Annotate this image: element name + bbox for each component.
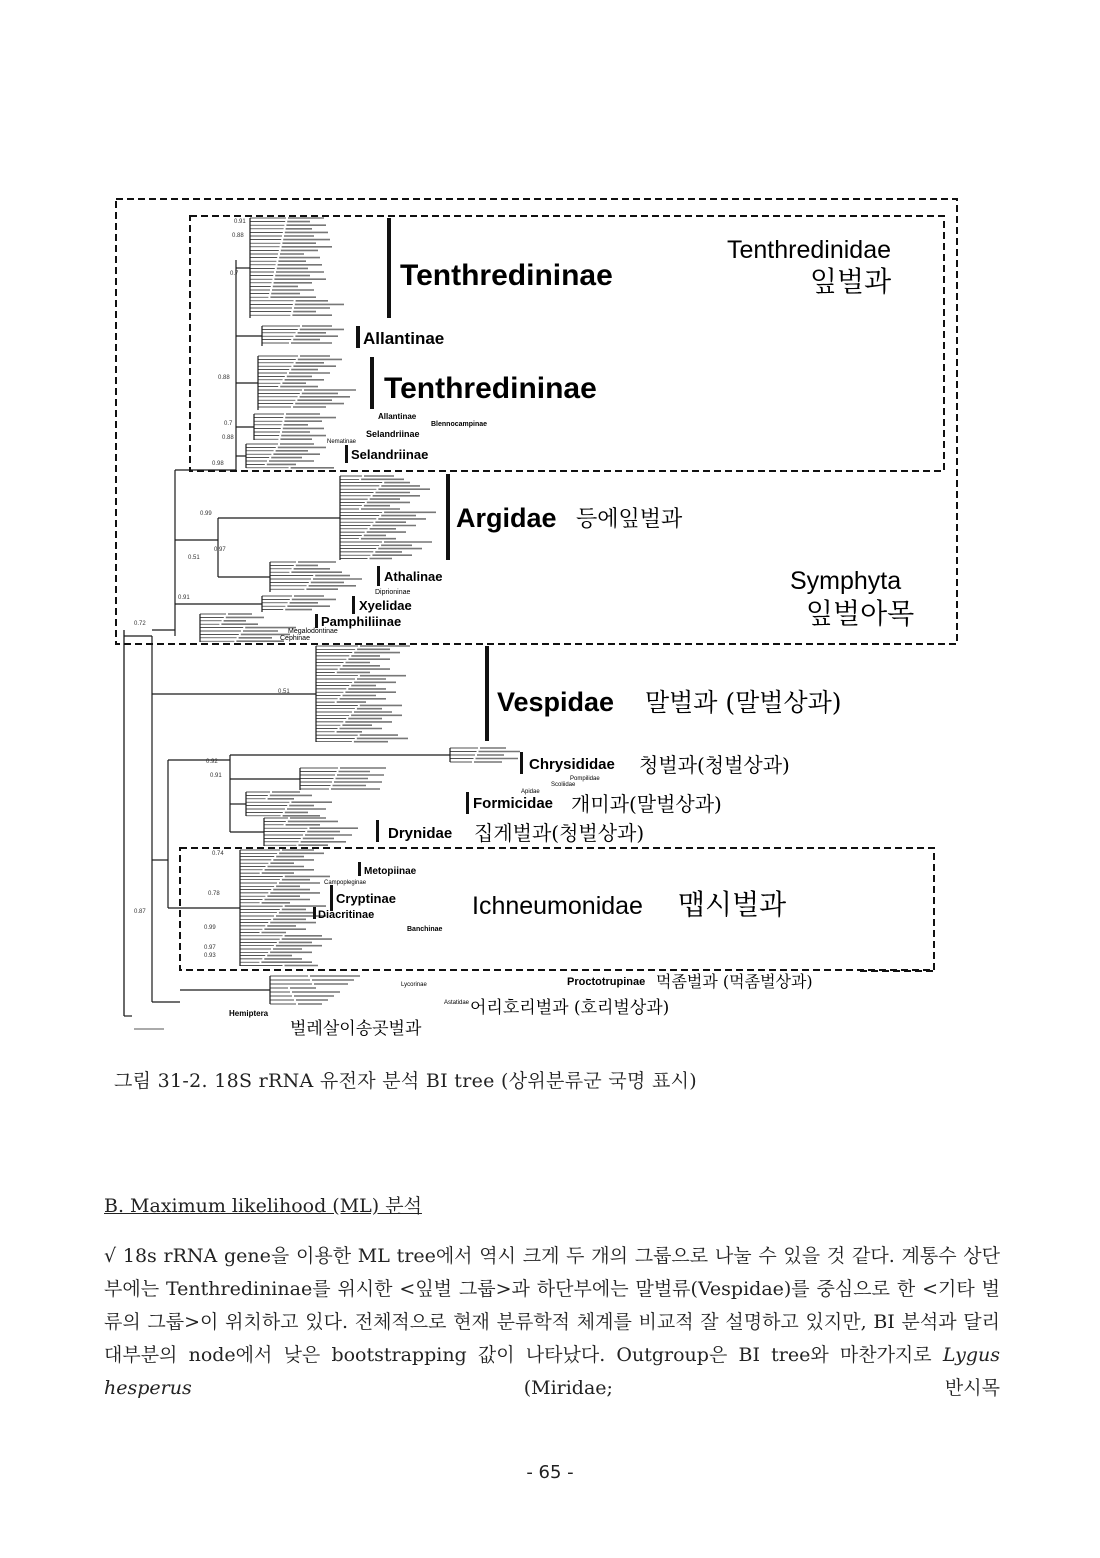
figure-caption: 그림 31-2. 18S rRNA 유전자 분석 BI tree (상위분류군 국명 표시) xyxy=(114,1070,698,1092)
label-apidae: Apidae xyxy=(521,789,540,795)
label-selandriinae: Selandriinae xyxy=(351,447,429,462)
label-blennocampinae: Blennocampinae xyxy=(431,421,488,428)
label-megalodontinae: Megalodontinae xyxy=(288,628,338,635)
label-ichneumonidae: Ichneumonidae xyxy=(472,892,643,920)
label-cephinae: Cephinae xyxy=(280,635,310,642)
label-metopiinae: Metopiinae xyxy=(364,866,417,877)
clade-bar-allantinae xyxy=(356,326,360,348)
clade-bar-xyelidae xyxy=(352,596,355,614)
label-nematinae: Nematinae xyxy=(327,439,357,445)
label-ichneumonidae-korean: 맵시벌과 xyxy=(678,888,787,921)
support-value: 0.88 xyxy=(232,233,244,239)
support-value: 0.7 xyxy=(224,421,233,427)
support-value: 0.78 xyxy=(208,891,220,897)
clade-bar-chrysididae xyxy=(520,752,523,774)
label-symphyta-korean: 잎벌아목 xyxy=(806,597,915,630)
label-tenthredininae-1: Tenthredininae xyxy=(400,259,613,292)
section-heading: B. Maximum likelihood (ML) 분석 xyxy=(104,1195,422,1217)
clade-bar-selandriinae xyxy=(345,445,348,463)
body-paragraph xyxy=(104,1240,1000,1405)
label-argidae: Argidae xyxy=(456,503,557,533)
label-hemiptera: Hemiptera xyxy=(229,1009,269,1018)
clade-bar-vespidae xyxy=(485,646,489,741)
clade-bar-argidae xyxy=(446,474,450,560)
label-allantinae-small: Allantinae xyxy=(378,412,417,421)
label-chrysididae: Chrysididae xyxy=(529,756,615,773)
clade-bar-athalinae xyxy=(377,566,380,586)
paragraph-text-1: √ 18s rRNA gene을 이용한 ML tree에서 역시 크게 두 개의 그룹으로 나눌 수 있을 것 같다. 계통수 상단부에는 Tenthredininae를 위시한 <잎벌 그룹>과 하단부에는 말벌류(Vespidae)를 중심으로 한 <기타 벌류의 그룹>이 위치하고 있다. 전체적으로 현재 분류학적 체계를 비교적 잘 설명하고 있지만, BI 분석과 달리 대부분의 node에서 낮은 bootstrapping 값이 나타났다. Outgroup은 BI tree와 마찬가지로 xyxy=(104,1245,1000,1366)
clade-bar-formicidae xyxy=(466,792,469,814)
label-drynidae: Drynidae xyxy=(388,825,453,842)
support-value: 0.88 xyxy=(218,375,230,381)
clade-bar-tenthredininae-1 xyxy=(387,218,391,318)
support-value: 0.88 xyxy=(222,435,234,441)
support-value: 0.97 xyxy=(214,547,226,553)
support-value: 0.99 xyxy=(200,511,212,517)
label-scoliidae: Scoliidae xyxy=(551,782,576,788)
label-banchinae: Banchinae xyxy=(407,926,443,933)
label-proctotrupinae-korean: 먹좀벌과 (먹좀벌상과) xyxy=(656,972,813,991)
support-value: 0.51 xyxy=(188,555,200,561)
label-xyelidae: Xyelidae xyxy=(359,598,412,613)
support-value: 0.93 xyxy=(204,953,216,959)
label-tenthredininae-2: Tenthredininae xyxy=(384,372,597,405)
label-argidae-korean: 등에잎벌과 xyxy=(576,507,683,532)
label-vespidae: Vespidae xyxy=(497,687,615,717)
clade-bar-cryptinae xyxy=(330,885,333,911)
support-value: 0.74 xyxy=(212,851,224,857)
support-value: 0.51 xyxy=(278,689,290,695)
clade-bar-pamphiliinae xyxy=(315,614,318,628)
label-diacritinae: Diacritinae xyxy=(318,909,375,921)
label-vespidae-korean: 말벌과 (말벌상과) xyxy=(645,688,842,717)
label-allantinae: Allantinae xyxy=(363,329,445,348)
label-astatidae: Astatidae xyxy=(444,1000,470,1006)
species-name: Lygus hesperus xyxy=(104,1344,1000,1399)
label-pompilidae: Pompilidae xyxy=(570,776,600,782)
support-value: 0.91 xyxy=(210,773,222,779)
support-value: 0.99 xyxy=(204,925,216,931)
page-number: - 65 - xyxy=(526,1462,574,1483)
label-tenthredinidae-korean: 잎벌과 xyxy=(810,265,892,298)
label-athalinae: Athalinae xyxy=(384,569,443,584)
label-symphyta: Symphyta xyxy=(790,567,902,595)
label-drynidae-korean: 집게벌과(청벌상과) xyxy=(474,821,645,845)
support-value: 0.87 xyxy=(134,909,146,915)
label-formicidae: Formicidae xyxy=(473,795,554,812)
label-astatidae-korean: 어리호리벌과 (호리벌상과) xyxy=(470,998,670,1018)
paragraph-text-2: (Miridae; 반시목 xyxy=(191,1377,1000,1399)
support-values xyxy=(134,219,290,959)
support-value: 0.7 xyxy=(230,271,239,277)
clade-bar-diacritinae xyxy=(313,907,316,919)
support-value: 0.91 xyxy=(234,219,246,225)
support-value: 0.92 xyxy=(206,759,218,765)
label-proctotrupinae: Proctotrupinae xyxy=(567,976,646,988)
clade-bar-tenthredininae-2 xyxy=(370,357,374,409)
support-value: 0.97 xyxy=(204,945,216,951)
support-value: 0.72 xyxy=(134,621,146,627)
label-tenthredinidae: Tenthredinidae xyxy=(727,236,892,264)
label-diprioninae: Diprioninae xyxy=(375,589,411,596)
label-campopleginae: Campopleginae xyxy=(324,880,367,886)
clade-bar-drynidae xyxy=(376,820,379,842)
label-formicidae-korean: 개미과(말벌상과) xyxy=(571,792,722,816)
label-pamphiliinae: Pamphiliinae xyxy=(321,614,402,629)
label-selandriinae-small: Selandriinae xyxy=(366,429,420,439)
support-value: 0.98 xyxy=(212,461,224,467)
label-lycorinae: Lycorinae xyxy=(401,982,427,988)
label-outgroup-korean: 벌레살이송곳벌과 xyxy=(290,1019,422,1039)
support-value: 0.91 xyxy=(178,595,190,601)
label-chrysididae-korean: 청벌과(청벌상과) xyxy=(639,753,790,777)
label-cryptinae: Cryptinae xyxy=(336,891,396,906)
clade-bar-metopiinae xyxy=(358,862,361,876)
